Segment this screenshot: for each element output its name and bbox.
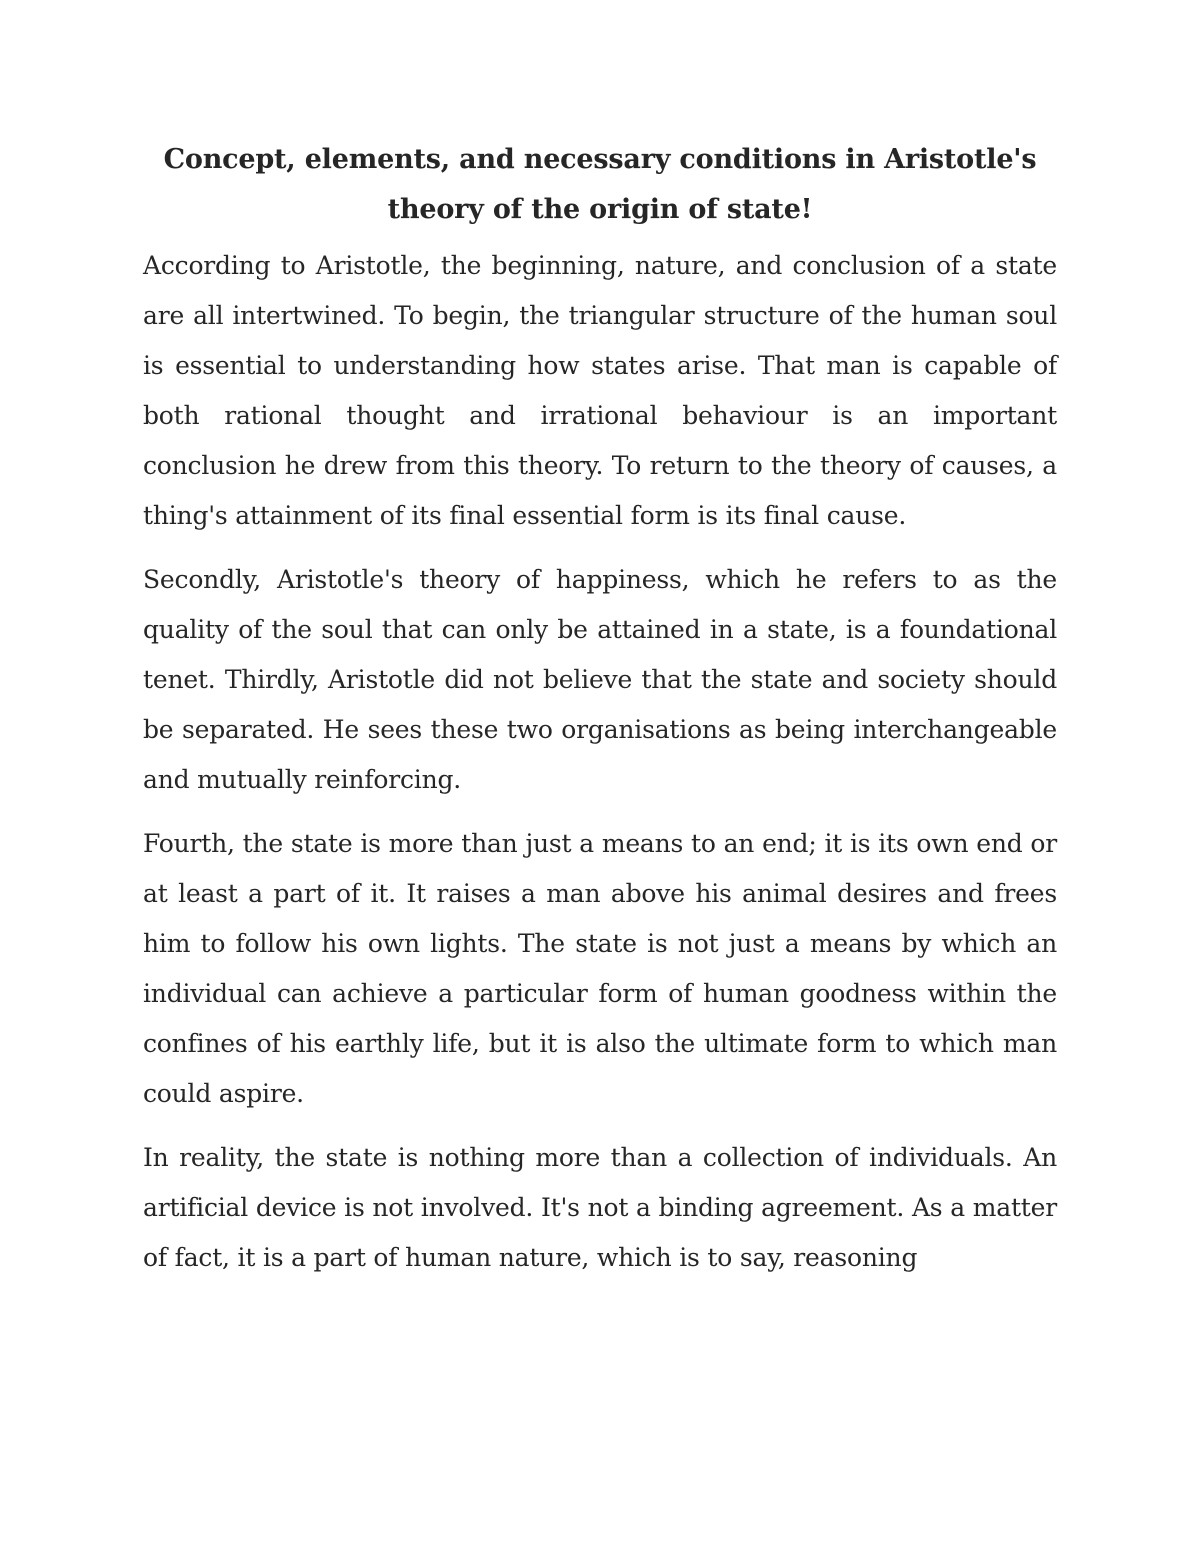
document-title: Concept, elements, and necessary conditions in Aristotle's theory of the origin of state! (163, 144, 1037, 225)
paragraph-2: Secondly, Aristotle's theory of happiness, which he refers to as the quality of the soul that can only be attained in a state, is a foundational tenet. Thirdly, Aristotle did not believe that the state and society should be separated. He sees these two organisations as being interchangeable and mutually reinforcing. (143, 565, 1057, 794)
paragraph-4: In reality, the state is nothing more than a collection of individuals. An artificial device is not involved. It's not a binding agreement. As a matter of fact, it is a part of human nature, which is to say, reasoning (143, 1143, 1057, 1272)
paragraph-3: Fourth, the state is more than just a means to an end; it is its own end or at least a part of it. It raises a man above his animal desires and frees him to follow his own lights. The state is not just a means by which an individual can achieve a particular form of human goodness within the confines of his earthly life, but it is also the ultimate form to which man could aspire. (143, 829, 1057, 1108)
paragraph-1: According to Aristotle, the beginning, nature, and conclusion of a state are all intertwined. To begin, the triangular structure of the human soul is essential to understanding how states arise. That man is capable of both rational thought and irrational behaviour is an important conclusion he drew from this theory. To return to the theory of causes, a thing's attainment of its final essential form is its final cause. (143, 251, 1057, 530)
document-page (143, 135, 1057, 1297)
